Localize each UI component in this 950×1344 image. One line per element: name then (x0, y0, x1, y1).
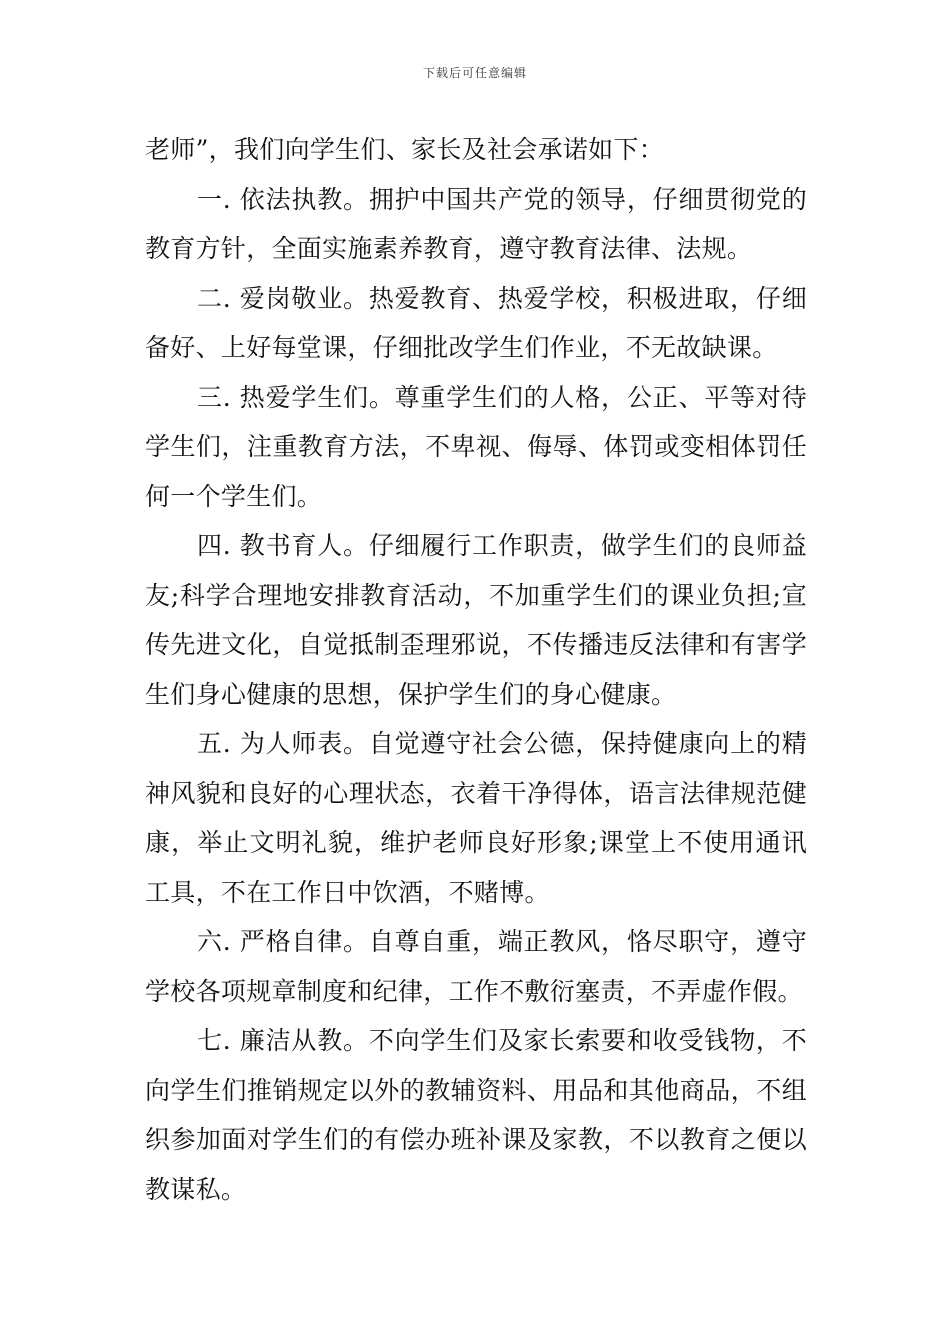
paragraph-item-1: 一. 依法执教。拥护中国共产党的领导，仔细贯彻党的教育方针，全面实施素养教育，遵守教育法律、法规。 (145, 184, 807, 263)
paragraph-item-6: 六. 严格自律。自尊自重，端正教风，恪尽职守，遵守学校各项规章制度和纪律，工作不敷衍塞责，不弄虚作假。 (145, 927, 807, 1006)
paragraph-item-7: 七. 廉洁从教。不向学生们及家长索要和收受钱物，不向学生们推销规定以外的教辅资料、用品和其他商品，不组织参加面对学生们的有偿办班补课及家教，不以教育之便以教谋私。 (145, 1026, 807, 1204)
paragraph-item-4: 四. 教书育人。仔细履行工作职责，做学生们的良师益友;科学合理地安排教育活动，不加重学生们的课业负担;宣传先进文化，自觉抵制歪理邪说，不传播违反法律和有害学生们身心健康的思想，保护学生们的身心健康。 (145, 531, 807, 709)
paragraph-item-3: 三. 热爱学生们。尊重学生们的人格，公正、平等对待学生们，注重教育方法，不卑视、侮辱、体罚或变相体罚任何一个学生们。 (145, 382, 807, 511)
paragraph-intro: 老师”，我们向学生们、家长及社会承诺如下： (145, 135, 665, 164)
page-header-note: 下载后可任意编辑 (422, 66, 527, 80)
paragraph-item-5: 五. 为人师表。自觉遵守社会公德，保持健康向上的精神风貌和良好的心理状态，衣着干净得体，语言法律规范健康，举止文明礼貌，维护老师良好形象;课堂上不使用通讯工具，不在工作日中饮酒，不赌博。 (145, 729, 807, 907)
document-body (145, 125, 807, 1214)
paragraph-item-2: 二. 爱岗敬业。热爱教育、热爱学校，积极进取，仔细备好、上好每堂课，仔细批改学生们作业，不无故缺课。 (145, 283, 807, 362)
